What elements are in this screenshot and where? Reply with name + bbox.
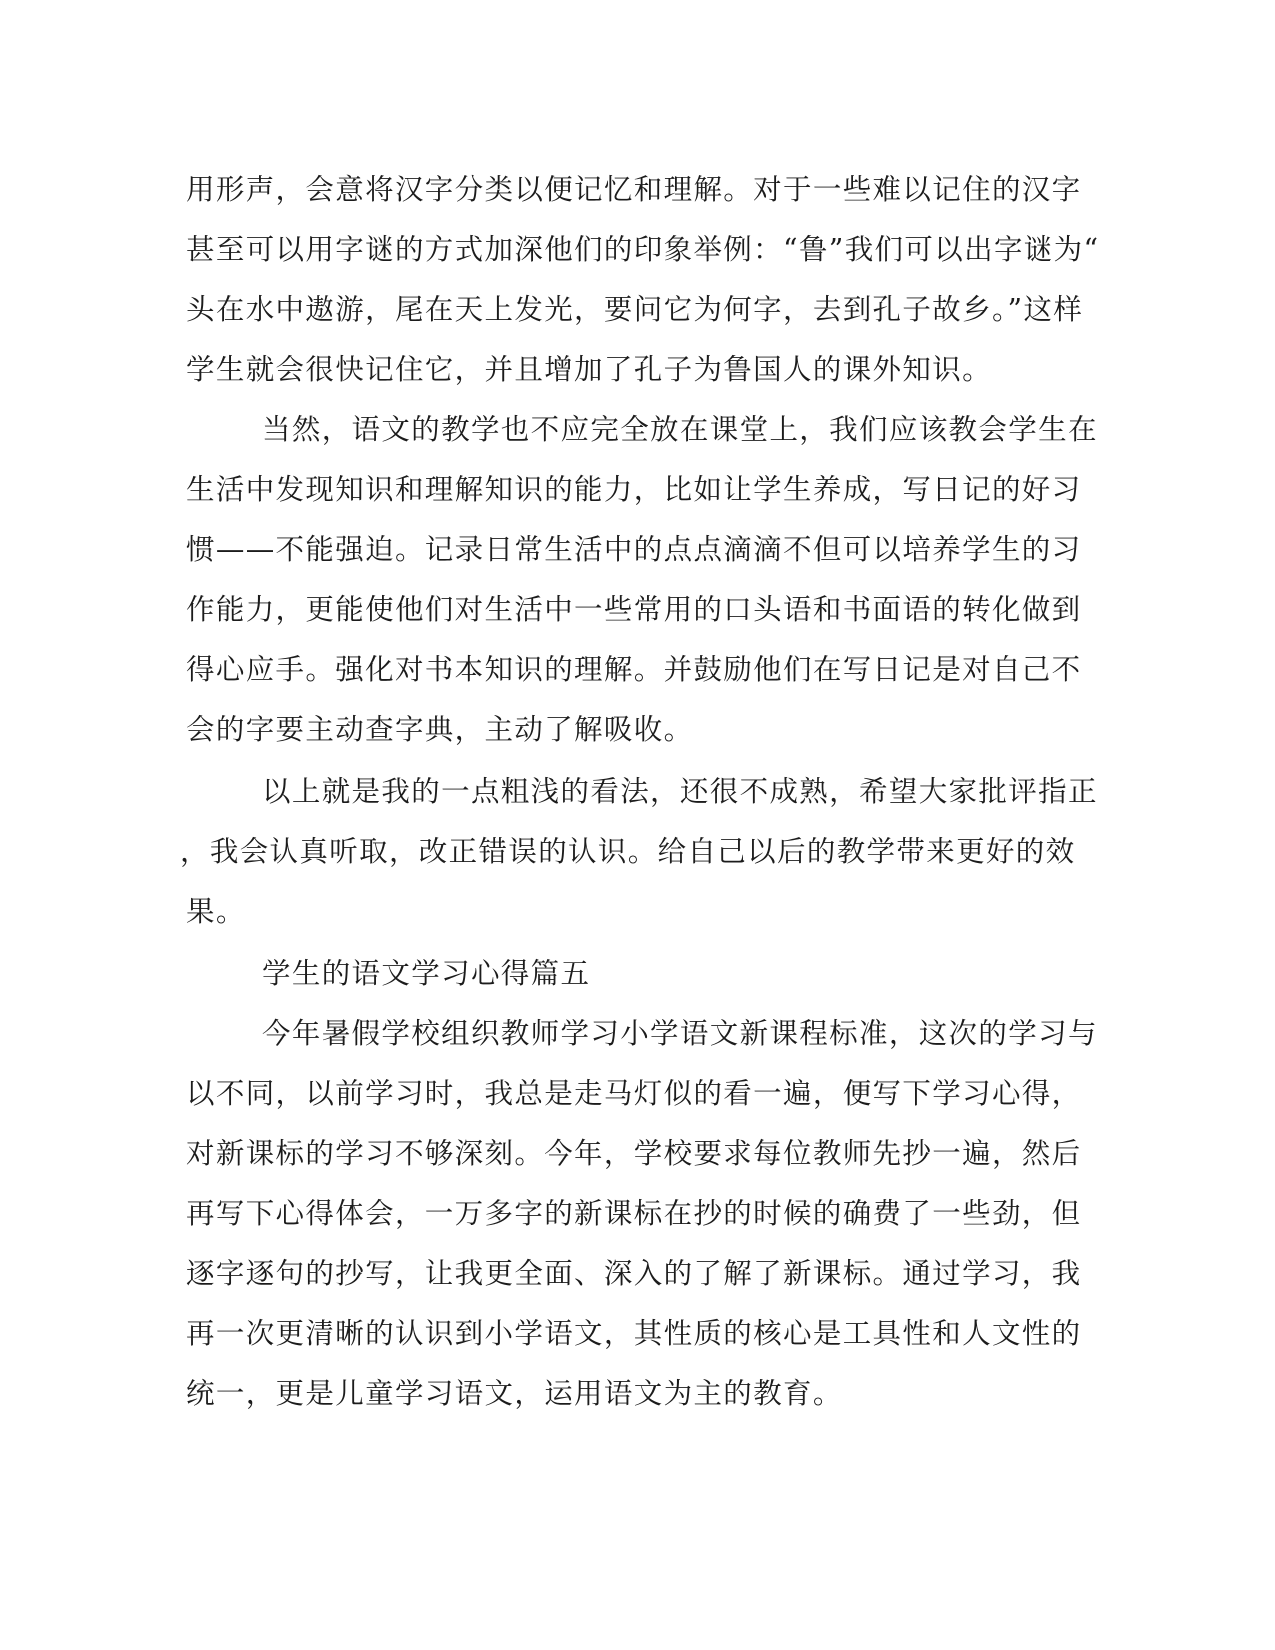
text-line: 头在水中遨游，尾在天上发光，要问它为何字，去到孔子故乡。”这样 [186, 293, 1084, 326]
text-line: 生活中发现知识和理解知识的能力，比如让学生养成，写日记的好习 [186, 473, 1082, 506]
text-line: 果。 [186, 895, 246, 928]
text-line: 会的字要主动查字典，主动了解吸收。 [186, 713, 694, 746]
text-line: 逐字逐句的抄写，让我更全面、深入的了解了新课标。通过学习，我 [186, 1257, 1082, 1290]
text-line: 对新课标的学习不够深刻。今年，学校要求每位教师先抄一遍，然后 [186, 1137, 1082, 1170]
text-line: 学生就会很快记住它，并且增加了孔子为鲁国人的课外知识。 [186, 353, 992, 386]
text-line: ，我会认真听取，改正错误的认识。给自己以后的教学带来更好的效 [180, 835, 1076, 868]
section-heading: 学生的语文学习心得篇五 [262, 957, 591, 990]
text-line: 作能力，更能使他们对生活中一些常用的口头语和书面语的转化做到 [186, 593, 1082, 626]
text-line: 再一次更清晰的认识到小学语文，其性质的核心是工具性和人文性的 [186, 1317, 1082, 1350]
text-line: 以不同，以前学习时，我总是走马灯似的看一遍，便写下学习心得， [186, 1077, 1082, 1110]
paragraph-first-line: 今年暑假学校组织教师学习小学语文新课程标准，这次的学习与 [262, 1017, 1098, 1050]
text-line: 用形声，会意将汉字分类以便记忆和理解。对于一些难以记住的汉字 [186, 173, 1082, 206]
text-line: 统一，更是儿童学习语文，运用语文为主的教育。 [186, 1377, 843, 1410]
text-line: 甚至可以用字谜的方式加深他们的印象举例：“鲁”我们可以出字谜为“ [186, 233, 1100, 266]
paragraph-first-line: 以上就是我的一点粗浅的看法，还很不成熟，希望大家批评指正 [262, 775, 1098, 808]
text-line: 惯——不能强迫。记录日常生活中的点点滴滴不但可以培养学生的习 [186, 533, 1082, 566]
paragraph-first-line: 当然，语文的教学也不应完全放在课堂上，我们应该教会学生在 [262, 413, 1098, 446]
text-line: 再写下心得体会，一万多字的新课标在抄的时候的确费了一些劲，但 [186, 1197, 1082, 1230]
text-line: 得心应手。强化对书本知识的理解。并鼓励他们在写日记是对自己不 [186, 653, 1082, 686]
